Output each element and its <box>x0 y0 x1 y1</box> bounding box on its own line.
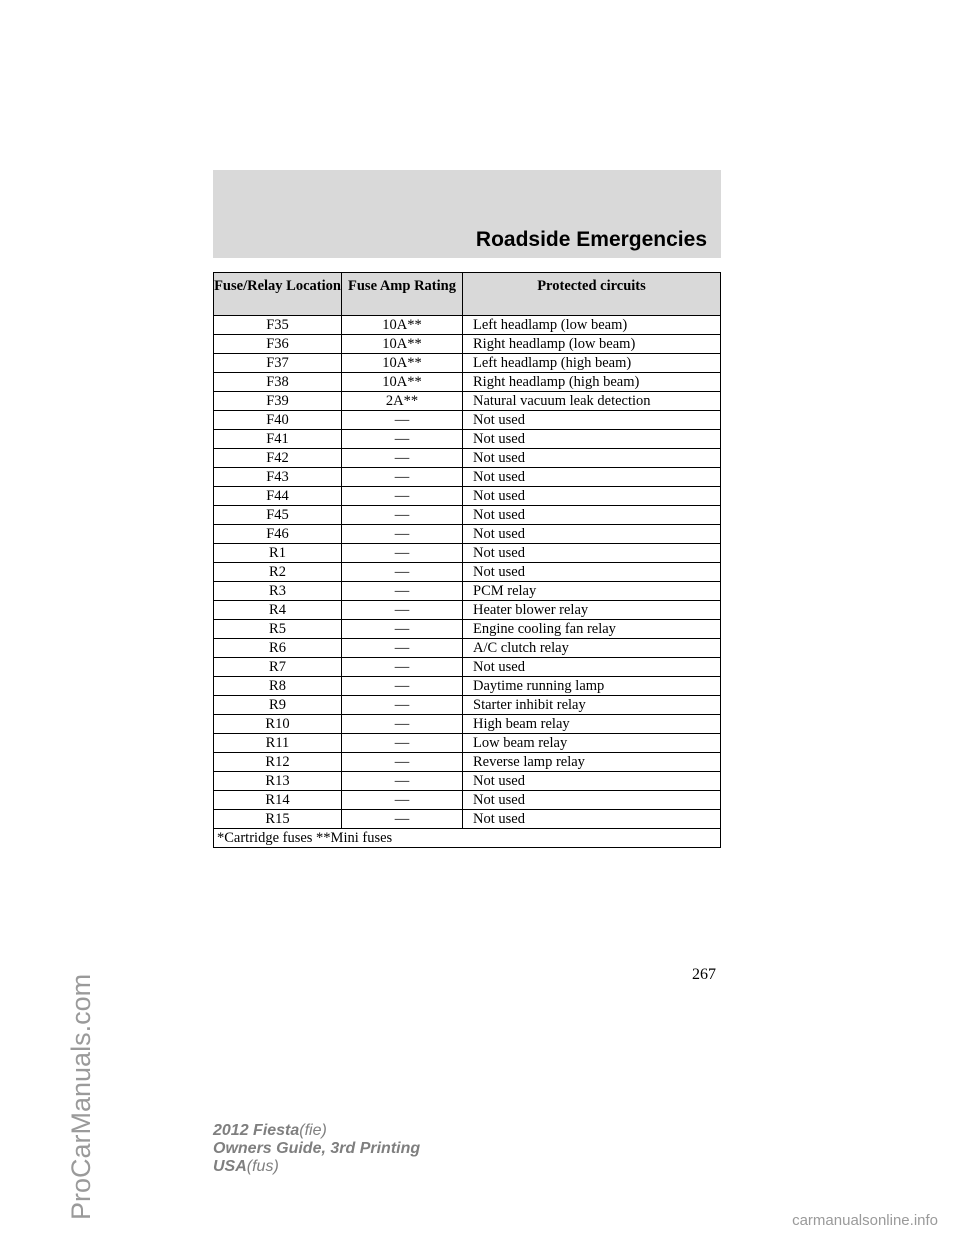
cell-amp-rating: — <box>342 753 463 772</box>
cell-amp-rating: — <box>342 430 463 449</box>
table-row <box>214 316 721 335</box>
fuse-table <box>213 272 721 848</box>
table-row <box>214 639 721 658</box>
side-watermark-text: ProCarManuals.com <box>66 973 96 1220</box>
cell-location: F44 <box>214 487 342 506</box>
cell-location: F39 <box>214 392 342 411</box>
cell-amp-rating: — <box>342 620 463 639</box>
cell-amp-rating: 10A** <box>342 354 463 373</box>
table-row <box>214 772 721 791</box>
cell-protected-circuit: A/C clutch relay <box>463 639 721 658</box>
table-row <box>214 715 721 734</box>
cell-protected-circuit: Not used <box>463 772 721 791</box>
cell-amp-rating: — <box>342 525 463 544</box>
table-row <box>214 449 721 468</box>
section-title: Roadside Emergencies <box>475 228 707 251</box>
cell-protected-circuit: Heater blower relay <box>463 601 721 620</box>
table-row <box>214 563 721 582</box>
table-row <box>214 525 721 544</box>
cell-location: F42 <box>214 449 342 468</box>
table-footnote-row <box>214 829 721 848</box>
cell-protected-circuit: Not used <box>463 411 721 430</box>
cell-location: F46 <box>214 525 342 544</box>
cell-location: F43 <box>214 468 342 487</box>
cell-amp-rating: — <box>342 639 463 658</box>
cell-protected-circuit: Not used <box>463 487 721 506</box>
table-row <box>214 696 721 715</box>
cell-location: R12 <box>214 753 342 772</box>
cell-location: F37 <box>214 354 342 373</box>
footer-line-2: Owners Guide, 3rd Printing <box>213 1140 421 1157</box>
cell-protected-circuit: Right headlamp (high beam) <box>463 373 721 392</box>
cell-protected-circuit: Not used <box>463 544 721 563</box>
cell-amp-rating: — <box>342 734 463 753</box>
table-row <box>214 791 721 810</box>
table-row <box>214 487 721 506</box>
cell-protected-circuit: Not used <box>463 506 721 525</box>
cell-location: F38 <box>214 373 342 392</box>
table-row <box>214 392 721 411</box>
cell-amp-rating: 2A** <box>342 392 463 411</box>
table-row <box>214 810 721 829</box>
cell-protected-circuit: Reverse lamp relay <box>463 753 721 772</box>
cell-amp-rating: — <box>342 563 463 582</box>
cell-protected-circuit: Not used <box>463 810 721 829</box>
cell-protected-circuit: Not used <box>463 430 721 449</box>
cell-protected-circuit: Right headlamp (low beam) <box>463 335 721 354</box>
cell-protected-circuit: PCM relay <box>463 582 721 601</box>
cell-protected-circuit: Starter inhibit relay <box>463 696 721 715</box>
footer-line-1 <box>213 1122 420 1140</box>
cell-amp-rating: — <box>342 449 463 468</box>
document-footer <box>213 1122 420 1176</box>
header-amp-rating: Fuse Amp Rating <box>342 273 463 316</box>
cell-amp-rating: — <box>342 696 463 715</box>
cell-protected-circuit: Not used <box>463 525 721 544</box>
cell-amp-rating: — <box>342 677 463 696</box>
cell-location: R13 <box>214 772 342 791</box>
cell-protected-circuit: Low beam relay <box>463 734 721 753</box>
table-header-row <box>214 273 721 316</box>
table-row <box>214 658 721 677</box>
cell-protected-circuit: Not used <box>463 449 721 468</box>
cell-location: R7 <box>214 658 342 677</box>
footer-market-code: (fus) <box>246 1158 279 1175</box>
cell-amp-rating: — <box>342 506 463 525</box>
table-row <box>214 753 721 772</box>
cell-location: F45 <box>214 506 342 525</box>
page-number: 267 <box>692 966 716 983</box>
cell-amp-rating: — <box>342 810 463 829</box>
cell-location: R8 <box>214 677 342 696</box>
cell-amp-rating: — <box>342 487 463 506</box>
cell-amp-rating: — <box>342 658 463 677</box>
cell-location: R2 <box>214 563 342 582</box>
cell-location: F35 <box>214 316 342 335</box>
table-row <box>214 354 721 373</box>
table-row <box>214 734 721 753</box>
cell-location: R11 <box>214 734 342 753</box>
table-footnote: *Cartridge fuses **Mini fuses <box>214 829 721 848</box>
table-row <box>214 430 721 449</box>
table-row <box>214 506 721 525</box>
cell-amp-rating: — <box>342 582 463 601</box>
cell-location: R14 <box>214 791 342 810</box>
cell-location: R10 <box>214 715 342 734</box>
table-row <box>214 544 721 563</box>
section-header <box>213 170 721 258</box>
cell-protected-circuit: High beam relay <box>463 715 721 734</box>
cell-location: F36 <box>214 335 342 354</box>
cell-location: F41 <box>214 430 342 449</box>
cell-amp-rating: 10A** <box>342 316 463 335</box>
header-location: Fuse/Relay Location <box>214 273 342 316</box>
cell-protected-circuit: Not used <box>463 563 721 582</box>
table-row <box>214 601 721 620</box>
cell-protected-circuit: Daytime running lamp <box>463 677 721 696</box>
cell-amp-rating: 10A** <box>342 373 463 392</box>
table-row <box>214 373 721 392</box>
side-watermark <box>14 520 96 1220</box>
table-row <box>214 335 721 354</box>
cell-location: R6 <box>214 639 342 658</box>
cell-amp-rating: — <box>342 601 463 620</box>
footer-model-code: (fie) <box>299 1122 327 1139</box>
cell-amp-rating: — <box>342 715 463 734</box>
cell-protected-circuit: Left headlamp (high beam) <box>463 354 721 373</box>
cell-location: R15 <box>214 810 342 829</box>
cell-amp-rating: — <box>342 468 463 487</box>
cell-protected-circuit: Not used <box>463 468 721 487</box>
cell-amp-rating: — <box>342 772 463 791</box>
table-row <box>214 677 721 696</box>
cell-protected-circuit: Left headlamp (low beam) <box>463 316 721 335</box>
cell-location: R1 <box>214 544 342 563</box>
footer-market: USA <box>213 1158 247 1175</box>
table-row <box>214 620 721 639</box>
cell-location: F40 <box>214 411 342 430</box>
cell-protected-circuit: Not used <box>463 658 721 677</box>
table-row <box>214 468 721 487</box>
cell-protected-circuit: Engine cooling fan relay <box>463 620 721 639</box>
cell-amp-rating: — <box>342 791 463 810</box>
cell-amp-rating: — <box>342 411 463 430</box>
cell-location: R9 <box>214 696 342 715</box>
cell-protected-circuit: Not used <box>463 791 721 810</box>
bottom-watermark: carmanualsonline.info <box>792 1212 938 1229</box>
cell-protected-circuit: Natural vacuum leak detection <box>463 392 721 411</box>
cell-location: R5 <box>214 620 342 639</box>
table-row <box>214 411 721 430</box>
table-row <box>214 582 721 601</box>
header-protected-circuits: Protected circuits <box>463 273 721 316</box>
cell-amp-rating: — <box>342 544 463 563</box>
table-body <box>214 316 721 829</box>
cell-location: R4 <box>214 601 342 620</box>
cell-amp-rating: 10A** <box>342 335 463 354</box>
footer-line-3 <box>213 1158 420 1176</box>
cell-location: R3 <box>214 582 342 601</box>
footer-model: 2012 Fiesta <box>213 1122 300 1139</box>
